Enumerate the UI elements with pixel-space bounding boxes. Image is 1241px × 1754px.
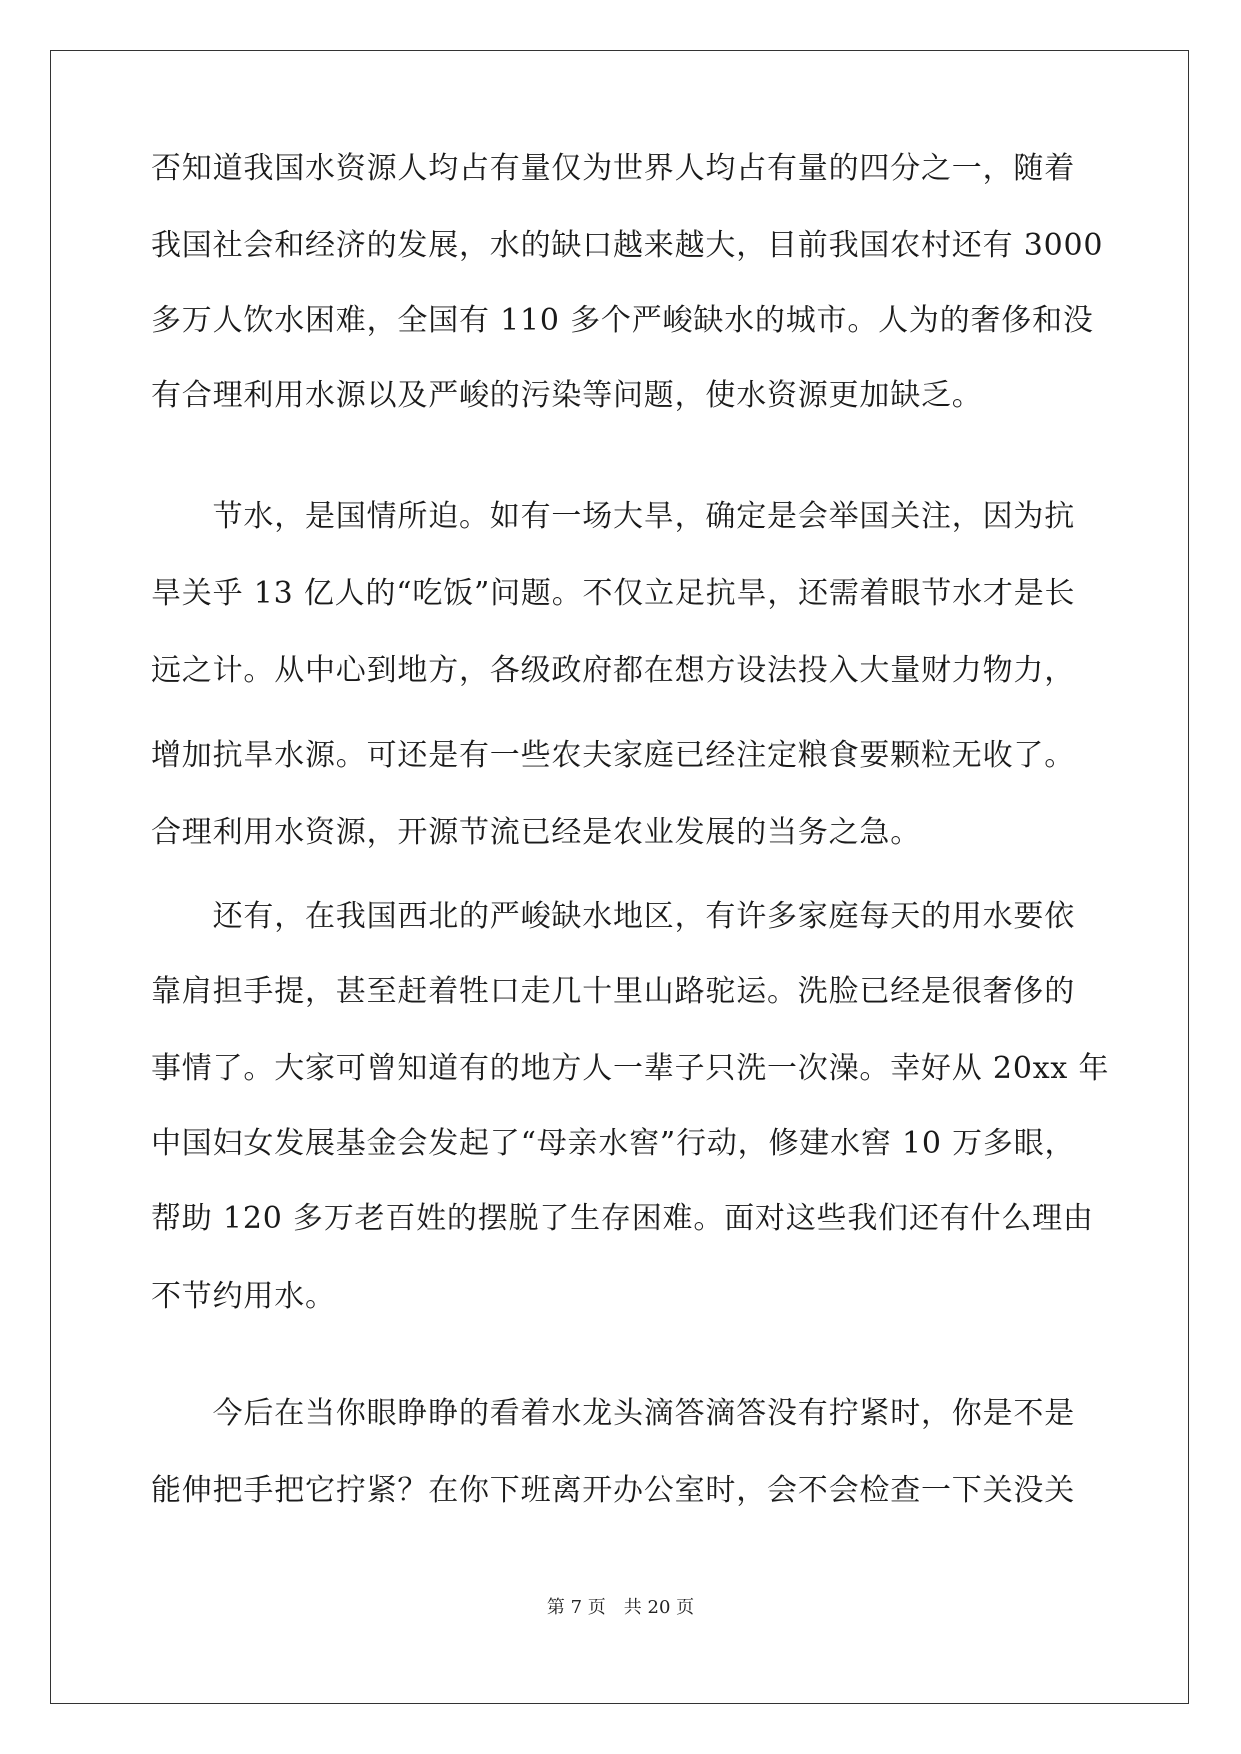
text-line: 节水，是国情所迫。如有一场大旱，确定是会举国关注，因为抗: [151, 499, 1075, 534]
text-line: 旱关乎 13 亿人的“吃饭”问题。不仅立足抗旱，还需着眼节水才是长: [151, 576, 1076, 611]
page-number-footer: 第 7 页 共 20 页: [546, 1597, 695, 1618]
text-line: 还有，在我国西北的严峻缺水地区，有许多家庭每天的用水要依: [151, 899, 1075, 934]
text-line: 远之计。从中心到地方，各级政府都在想方设法投入大量财力物力，: [151, 653, 1075, 688]
text-line: 靠肩担手提，甚至赶着牲口走几十里山路驼运。洗脸已经是很奢侈的: [151, 974, 1075, 1009]
text-line: 不节约用水。: [151, 1279, 336, 1314]
text-line: 有合理利用水源以及严峻的污染等问题，使水资源更加缺乏。: [151, 378, 983, 413]
text-line: 多万人饮水困难，全国有 110 多个严峻缺水的城市。人为的奢侈和没: [151, 303, 1094, 338]
text-line: 今后在当你眼睁睁的看着水龙头滴答滴答没有拧紧时，你是不是: [151, 1396, 1075, 1431]
page-border: [50, 50, 1189, 1704]
text-line: 增加抗旱水源。可还是有一些农夫家庭已经注定粮食要颗粒无收了。: [151, 738, 1075, 773]
text-line: 能伸把手把它拧紧？在你下班离开办公室时，会不会检查一下关没关: [151, 1473, 1075, 1508]
text-line: 帮助 120 多万老百姓的摆脱了生存困难。面对这些我们还有什么理由: [151, 1201, 1094, 1236]
text-line: 我国社会和经济的发展，水的缺口越来越大，目前我国农村还有 3000: [151, 228, 1104, 263]
text-line: 事情了。大家可曾知道有的地方人一辈子只洗一次澡。幸好从 20xx 年: [151, 1051, 1110, 1086]
text-line: 中国妇女发展基金会发起了“母亲水窖”行动，修建水窖 10 万多眼，: [151, 1126, 1076, 1161]
text-line: 否知道我国水资源人均占有量仅为世界人均占有量的四分之一，随着: [151, 151, 1075, 186]
text-line: 合理利用水资源，开源节流已经是农业发展的当务之急。: [151, 815, 921, 850]
